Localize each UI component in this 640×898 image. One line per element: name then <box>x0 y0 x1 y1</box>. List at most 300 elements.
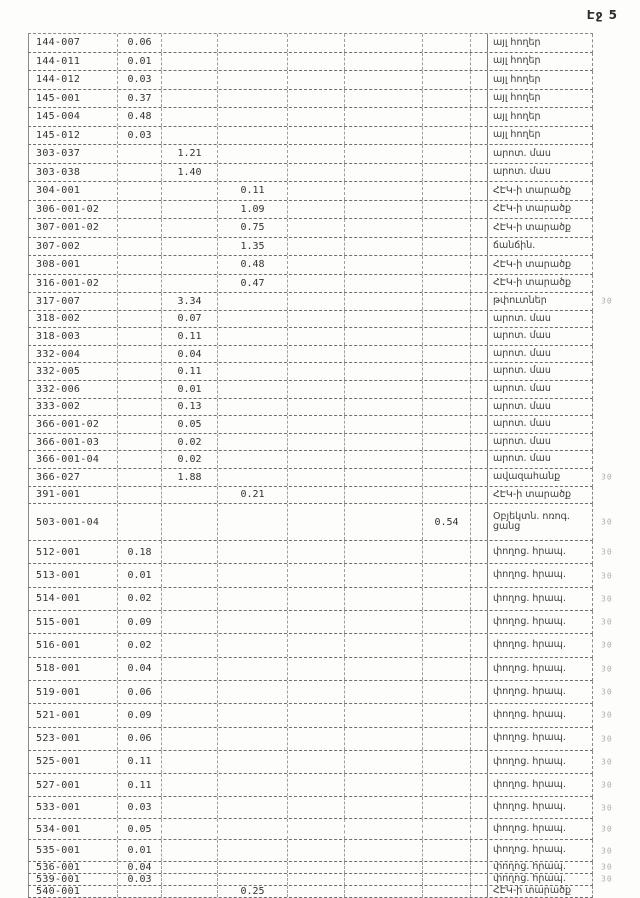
parcel-code: 391-001 <box>36 489 81 501</box>
area-value <box>344 588 422 610</box>
area-value <box>161 704 217 726</box>
area-value <box>344 399 422 416</box>
parcel-code: 533-001 <box>36 802 81 814</box>
area-value: 0.25 <box>217 886 287 897</box>
area-value: 0.06 <box>117 728 161 750</box>
area-value: 0.03 <box>117 797 161 818</box>
spacer-cell <box>470 681 487 703</box>
land-use-label: արոտ. մաս <box>487 145 594 163</box>
area-value <box>217 90 287 108</box>
area-value <box>217 451 287 468</box>
area-value <box>422 819 470 840</box>
area-value <box>161 238 217 256</box>
land-use-label: թփուտներ <box>487 293 594 310</box>
area-value <box>217 681 287 703</box>
area-value <box>217 588 287 610</box>
parcel-code: 307-002 <box>36 240 81 252</box>
area-value: 0.04 <box>117 658 161 680</box>
table-row <box>28 774 613 797</box>
area-value <box>217 34 287 52</box>
spacer-cell <box>470 182 487 200</box>
land-use-label: փողոց. հրապ. <box>487 588 594 610</box>
area-value: 0.02 <box>161 434 217 451</box>
table-row <box>28 145 593 164</box>
area-value: 0.11 <box>117 774 161 796</box>
area-value <box>422 658 470 680</box>
land-use-label: արոտ. մաս <box>487 346 594 363</box>
spacer-cell <box>470 774 487 796</box>
area-value <box>161 182 217 200</box>
area-value: 0.03 <box>117 71 161 89</box>
area-value: 0.48 <box>117 108 161 126</box>
area-value <box>217 541 287 563</box>
area-value <box>422 71 470 89</box>
table-row <box>28 275 593 294</box>
table-row <box>28 399 593 417</box>
spacer-cell <box>470 658 487 680</box>
area-value <box>217 381 287 398</box>
table-row <box>28 469 613 487</box>
parcel-code: 521-001 <box>36 709 81 721</box>
land-use-label: փողոց. հրապ. <box>487 728 594 750</box>
area-value <box>422 886 470 897</box>
parcel-code: 144-012 <box>36 74 81 86</box>
spacer-cell <box>470 862 487 873</box>
area-value <box>287 611 344 633</box>
spacer-cell <box>470 840 487 861</box>
table-row <box>28 797 613 819</box>
parcel-code: 536-001 <box>36 861 81 873</box>
area-value <box>117 238 161 256</box>
land-use-label: փողոց. հրապ. <box>487 541 594 563</box>
land-use-label: ՀԷԿ-ի տարածք <box>487 275 594 293</box>
spacer-cell <box>470 819 487 840</box>
area-value <box>422 53 470 71</box>
area-value <box>287 108 344 126</box>
area-value <box>161 874 217 885</box>
parcel-code: 144-011 <box>36 55 81 67</box>
area-value <box>217 862 287 873</box>
land-use-label: ավազահանք <box>487 469 594 486</box>
margin-mark: 30 <box>601 874 613 884</box>
spacer-cell <box>470 108 487 126</box>
parcel-code: 306-001-02 <box>36 203 100 215</box>
area-value <box>161 487 217 504</box>
area-value <box>287 487 344 504</box>
spacer-cell <box>470 127 487 145</box>
area-value: 0.02 <box>117 588 161 610</box>
area-value <box>422 328 470 345</box>
area-value <box>344 346 422 363</box>
land-use-label: արոտ. մաս <box>487 399 594 416</box>
area-value <box>287 774 344 796</box>
table-row <box>28 90 593 109</box>
area-value <box>161 201 217 219</box>
margin-mark: 30 <box>601 640 613 650</box>
area-value <box>161 797 217 818</box>
spacer-cell <box>470 164 487 182</box>
area-value <box>287 704 344 726</box>
area-value: 0.13 <box>161 399 217 416</box>
area-value <box>117 399 161 416</box>
table-row <box>28 238 593 257</box>
land-use-label: փողոց. հրապ. <box>487 874 594 885</box>
area-value: 0.06 <box>117 681 161 703</box>
area-value <box>117 469 161 486</box>
land-use-label: փողոց. հրապ. <box>487 774 594 796</box>
area-value: 0.11 <box>161 328 217 345</box>
area-value: 0.01 <box>117 840 161 861</box>
land-use-label: արոտ. մաս <box>487 311 594 328</box>
land-use-label: փողոց. հրապ. <box>487 819 594 840</box>
area-value <box>117 311 161 328</box>
spacer-cell <box>470 451 487 468</box>
area-value: 1.35 <box>217 238 287 256</box>
spacer-cell <box>470 256 487 274</box>
area-value <box>287 451 344 468</box>
area-value <box>344 541 422 563</box>
land-use-label: ՀԷԿ-ի տարածք <box>487 201 594 219</box>
parcel-code: 318-003 <box>36 330 81 342</box>
spacer-cell <box>470 145 487 163</box>
spacer-cell <box>470 219 487 237</box>
area-value: 0.47 <box>217 275 287 293</box>
area-value <box>344 504 422 540</box>
area-value <box>287 399 344 416</box>
spacer-cell <box>470 564 487 586</box>
table-row <box>28 564 613 587</box>
parcel-code: 333-002 <box>36 401 81 413</box>
area-value <box>422 90 470 108</box>
table-row <box>28 611 613 634</box>
area-value <box>287 797 344 818</box>
area-value <box>217 658 287 680</box>
area-value: 1.09 <box>217 201 287 219</box>
area-value <box>161 219 217 237</box>
table-row <box>28 293 613 311</box>
area-value <box>344 328 422 345</box>
area-value <box>422 797 470 818</box>
area-value <box>422 469 470 486</box>
area-value <box>287 819 344 840</box>
area-value: 0.75 <box>217 219 287 237</box>
parcel-code: 307-001-02 <box>36 222 100 234</box>
area-value <box>422 862 470 873</box>
area-value <box>287 256 344 274</box>
land-use-label: փողոց. հրապ. <box>487 634 594 656</box>
spacer-cell <box>470 588 487 610</box>
area-value <box>217 797 287 818</box>
parcel-code: 527-001 <box>36 779 81 791</box>
land-use-label: փողոց. հրապ. <box>487 704 594 726</box>
spacer-cell <box>470 541 487 563</box>
area-value <box>344 434 422 451</box>
area-value <box>344 774 422 796</box>
area-value: 0.48 <box>217 256 287 274</box>
area-value <box>117 145 161 163</box>
land-use-label: ՀԷԿ-ի տարածք <box>487 886 594 897</box>
area-value <box>344 182 422 200</box>
area-value <box>344 487 422 504</box>
area-value <box>217 874 287 885</box>
area-value <box>217 416 287 433</box>
area-value <box>422 238 470 256</box>
area-value <box>287 363 344 380</box>
area-value <box>117 219 161 237</box>
area-value <box>117 328 161 345</box>
land-use-label: այլ հողեր <box>487 108 594 126</box>
parcel-code: 316-001-02 <box>36 277 100 289</box>
area-value: 0.04 <box>161 346 217 363</box>
table-row <box>28 541 613 564</box>
land-use-label: ՀԷԿ-ի տարածք <box>487 219 594 237</box>
margin-mark: 30 <box>601 757 613 767</box>
area-value: 0.11 <box>161 363 217 380</box>
area-value <box>117 416 161 433</box>
area-value <box>287 311 344 328</box>
area-value <box>287 182 344 200</box>
area-value: 0.37 <box>117 90 161 108</box>
area-value <box>422 634 470 656</box>
spacer-cell <box>470 53 487 71</box>
area-value <box>161 728 217 750</box>
area-value <box>161 658 217 680</box>
area-value <box>422 363 470 380</box>
parcel-code: 525-001 <box>36 756 81 768</box>
parcel-code: 515-001 <box>36 616 81 628</box>
land-use-label: փողոց. հրապ. <box>487 751 594 773</box>
spacer-cell <box>470 874 487 885</box>
area-value <box>344 34 422 52</box>
area-value <box>287 634 344 656</box>
area-value <box>422 704 470 726</box>
area-value <box>117 164 161 182</box>
table-row <box>28 751 613 774</box>
land-use-label: փողոց. հրապ. <box>487 681 594 703</box>
margin-mark: 30 <box>601 780 613 790</box>
area-value <box>287 874 344 885</box>
spacer-cell <box>470 34 487 52</box>
area-value: 0.01 <box>161 381 217 398</box>
area-value <box>287 416 344 433</box>
area-value <box>217 819 287 840</box>
area-value <box>344 53 422 71</box>
parcel-code: 366-001-02 <box>36 418 100 430</box>
parcel-code: 534-001 <box>36 823 81 835</box>
area-value <box>344 416 422 433</box>
area-value <box>117 275 161 293</box>
land-use-label: ՀԷԿ-ի տարածք <box>487 256 594 274</box>
area-value <box>161 751 217 773</box>
table-row <box>28 840 613 862</box>
area-value <box>344 728 422 750</box>
parcel-code: 145-012 <box>36 129 81 141</box>
spacer-cell <box>470 71 487 89</box>
area-value <box>161 90 217 108</box>
area-value: 0.03 <box>117 874 161 885</box>
table-row <box>28 363 593 381</box>
margin-mark: 30 <box>601 734 613 744</box>
area-value <box>422 311 470 328</box>
land-use-label: արոտ. մաս <box>487 416 594 433</box>
area-value <box>344 658 422 680</box>
area-value <box>344 127 422 145</box>
spacer-cell <box>470 416 487 433</box>
area-value <box>217 728 287 750</box>
area-value <box>422 564 470 586</box>
area-value <box>287 275 344 293</box>
area-value <box>161 862 217 873</box>
area-value <box>217 346 287 363</box>
area-value: 0.05 <box>161 416 217 433</box>
parcel-code: 366-001-04 <box>36 454 100 466</box>
spacer-cell <box>470 797 487 818</box>
parcel-code: 540-001 <box>36 885 81 897</box>
area-value <box>344 611 422 633</box>
area-value <box>117 346 161 363</box>
area-value <box>217 363 287 380</box>
area-value <box>161 840 217 861</box>
area-value <box>161 681 217 703</box>
area-value <box>422 451 470 468</box>
area-value <box>217 504 287 540</box>
area-value <box>344 164 422 182</box>
margin-mark: 30 <box>601 710 613 720</box>
spacer-cell <box>470 886 487 897</box>
area-value <box>422 381 470 398</box>
area-value <box>217 71 287 89</box>
parcel-code: 519-001 <box>36 686 81 698</box>
area-value: 0.03 <box>117 127 161 145</box>
area-value <box>287 504 344 540</box>
land-use-label: փողոց. հրապ. <box>487 658 594 680</box>
area-value <box>422 611 470 633</box>
area-value <box>287 862 344 873</box>
area-value <box>344 108 422 126</box>
area-value <box>117 434 161 451</box>
parcel-code: 308-001 <box>36 259 81 271</box>
table-row <box>28 256 593 275</box>
area-value <box>161 634 217 656</box>
area-value <box>287 346 344 363</box>
table-row <box>28 728 613 751</box>
area-value <box>422 681 470 703</box>
margin-mark: 30 <box>601 862 613 872</box>
margin-mark: 30 <box>601 547 613 557</box>
area-value <box>422 588 470 610</box>
area-value <box>287 293 344 310</box>
parcel-code: 318-002 <box>36 313 81 325</box>
area-value <box>287 681 344 703</box>
area-value <box>161 108 217 126</box>
land-use-label: փողոց. հրապ. <box>487 862 594 873</box>
table-row <box>28 381 593 399</box>
land-parcel-table <box>28 33 613 898</box>
area-value <box>422 840 470 861</box>
spacer-cell <box>470 704 487 726</box>
margin-mark: 30 <box>601 687 613 697</box>
land-use-label: արոտ. մաս <box>487 164 594 182</box>
land-use-label: արոտ. մաս <box>487 434 594 451</box>
area-value <box>422 219 470 237</box>
area-value <box>344 634 422 656</box>
land-use-label: ճանճին. <box>487 238 594 256</box>
area-value <box>287 53 344 71</box>
table-row <box>28 328 593 346</box>
area-value <box>422 164 470 182</box>
area-value <box>422 416 470 433</box>
area-value <box>217 311 287 328</box>
table-row <box>28 164 593 183</box>
area-value: 0.01 <box>117 564 161 586</box>
area-value <box>287 588 344 610</box>
spacer-cell <box>470 504 487 540</box>
parcel-code: 144-007 <box>36 37 81 49</box>
table-row <box>28 886 593 898</box>
land-use-label: ՀԷԿ-ի տարածք <box>487 182 594 200</box>
area-value <box>344 797 422 818</box>
area-value <box>344 840 422 861</box>
area-value: 0.04 <box>117 862 161 873</box>
area-value <box>287 328 344 345</box>
area-value <box>217 164 287 182</box>
area-value: 0.18 <box>117 541 161 563</box>
parcel-code: 332-006 <box>36 383 81 395</box>
parcel-code: 304-001 <box>36 185 81 197</box>
area-value: 0.05 <box>117 819 161 840</box>
area-value <box>161 504 217 540</box>
area-value: 0.11 <box>217 182 287 200</box>
area-value: 3.34 <box>161 293 217 310</box>
area-value <box>287 469 344 486</box>
area-value: 0.06 <box>117 34 161 52</box>
area-value <box>287 201 344 219</box>
spacer-cell <box>470 275 487 293</box>
table-row <box>28 127 593 146</box>
land-use-label: այլ հողեր <box>487 53 594 71</box>
area-value: 0.11 <box>117 751 161 773</box>
parcel-code: 332-005 <box>36 366 81 378</box>
area-value <box>422 434 470 451</box>
land-use-label: այլ հողեր <box>487 90 594 108</box>
area-value: 1.40 <box>161 164 217 182</box>
area-value <box>344 90 422 108</box>
area-value <box>217 399 287 416</box>
area-value <box>217 774 287 796</box>
area-value: 0.01 <box>117 53 161 71</box>
area-value <box>287 145 344 163</box>
area-value <box>217 564 287 586</box>
spacer-cell <box>470 363 487 380</box>
area-value <box>422 774 470 796</box>
table-row <box>28 34 593 53</box>
area-value <box>344 874 422 885</box>
table-row <box>28 588 613 611</box>
table-row <box>28 201 593 220</box>
area-value <box>217 127 287 145</box>
table-row <box>28 451 593 469</box>
parcel-code: 535-001 <box>36 845 81 857</box>
area-value <box>422 293 470 310</box>
spacer-cell <box>470 201 487 219</box>
table-row <box>28 416 593 434</box>
area-value <box>161 541 217 563</box>
area-value <box>161 564 217 586</box>
spacer-cell <box>470 346 487 363</box>
area-value <box>217 704 287 726</box>
area-value <box>217 53 287 71</box>
area-value <box>117 381 161 398</box>
